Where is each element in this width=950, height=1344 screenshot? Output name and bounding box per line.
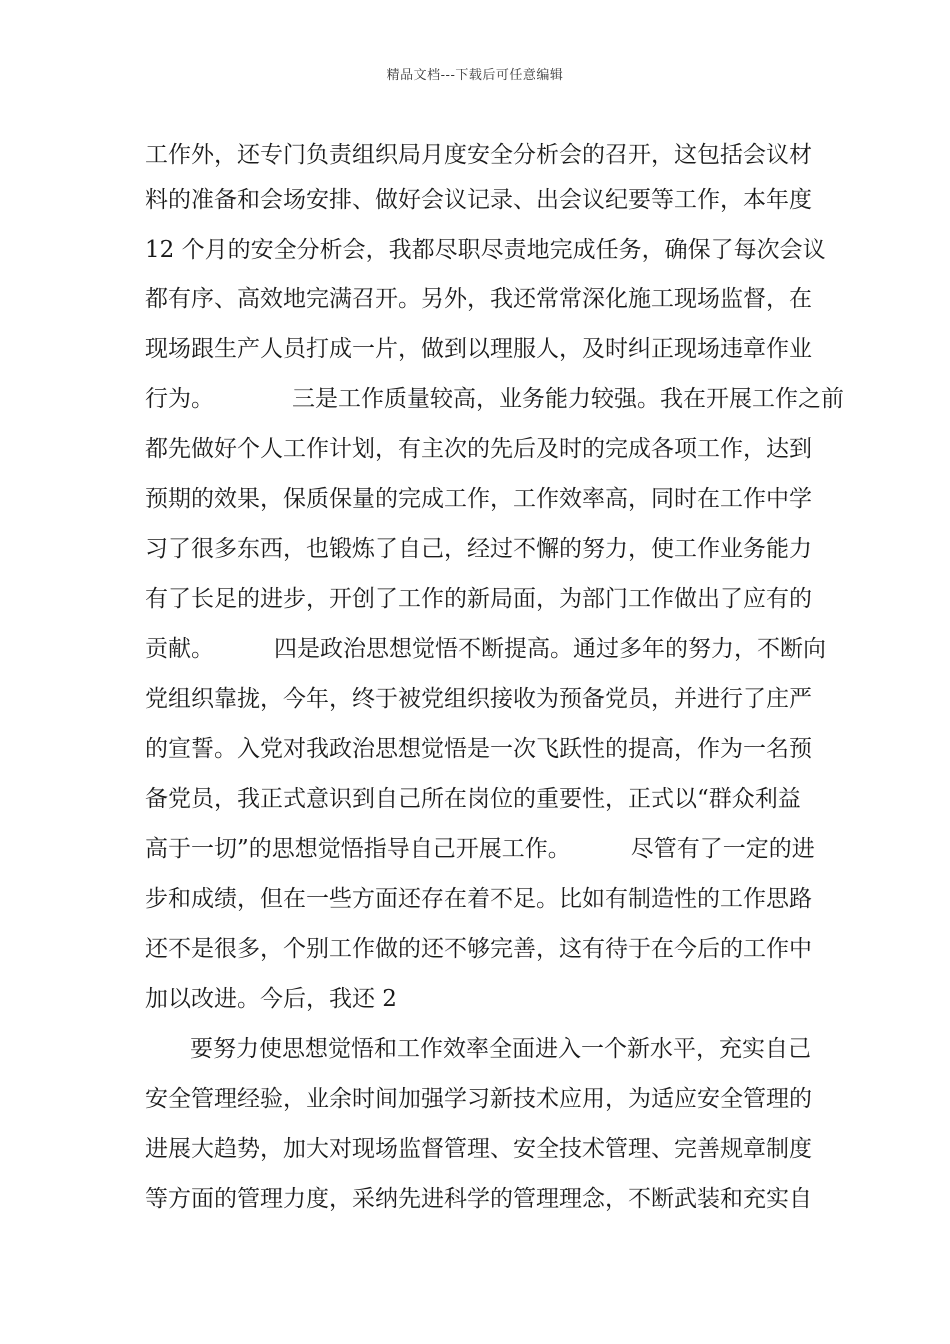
text-line: 都先做好个人工作计划，有主次的先后及时的完成各项工作，达到: [145, 436, 812, 462]
text-line: 等方面的管理力度，采纳先进科学的管理理念，不断武装和充实自: [145, 1186, 812, 1212]
text-line: 步和成绩，但在一些方面还存在着不足。比如有制造性的工作思路: [145, 886, 812, 912]
text-line: 现场跟生产人员打成一片，做到以理服人，及时纠正现场违章作业: [145, 336, 812, 362]
text-segment: 高于一切”的思想觉悟指导自己开展工作。: [145, 836, 571, 862]
text-line: 备党员，我正式意识到自己所在岗位的重要性，正式以“群众利益: [145, 786, 801, 812]
text-line: 预期的效果，保质保量的完成工作，工作效率高，同时在工作中学: [145, 486, 812, 512]
text-line: 12 个月的安全分析会，我都尽职尽责地完成任务，确保了每次会议: [145, 237, 826, 263]
text-segment: 四是政治思想觉悟不断提高。通过多年的努力，不断向: [274, 636, 826, 662]
text-line: 还不是很多，个别工作做的还不够完善，这有待于在今后的工作中: [145, 936, 812, 962]
text-line: [145, 634, 826, 664]
text-line: 进展大趋势，加大对现场监督管理、安全技术管理、完善规章制度: [145, 1136, 812, 1162]
text-line: 都有序、高效地完满召开。另外，我还常常深化施工现场监督，在: [145, 286, 812, 312]
text-line: 安全管理经验，业余时间加强学习新技术应用，为适应安全管理的: [145, 1086, 812, 1112]
text-line: 工作外，还专门负责组织局月度安全分析会的召开，这包括会议材: [145, 142, 812, 168]
text-line: 党组织靠拢，今年，终于被党组织接收为预备党员，并进行了庄严: [145, 686, 812, 712]
text-line: 习了很多东西，也锻炼了自己，经过不懈的努力，使工作业务能力: [145, 536, 812, 562]
text-line: [145, 834, 815, 864]
text-line: 料的准备和会场安排、做好会议记录、出会议纪要等工作，本年度: [145, 187, 812, 213]
text-line: 加以改进。今后，我还 2: [145, 986, 397, 1012]
text-line: 的宣誓。入党对我政治思想觉悟是一次飞跃性的提高，作为一名预: [145, 736, 812, 762]
text-line: 有了长足的进步，开创了工作的新局面，为部门工作做出了应有的: [145, 586, 812, 612]
page-header: 精品文档---下载后可任意编辑: [386, 68, 564, 83]
text-segment: 贡献。: [145, 636, 214, 662]
text-line: 要努力使思想觉悟和工作效率全面进入一个新水平，充实自己: [190, 1036, 811, 1062]
text-line: [145, 384, 844, 414]
text-segment: 三是工作质量较高，业务能力较强。我在开展工作之前: [292, 386, 844, 412]
text-segment: 尽管有了一定的进: [630, 836, 815, 862]
text-segment: 行为。: [145, 386, 214, 412]
